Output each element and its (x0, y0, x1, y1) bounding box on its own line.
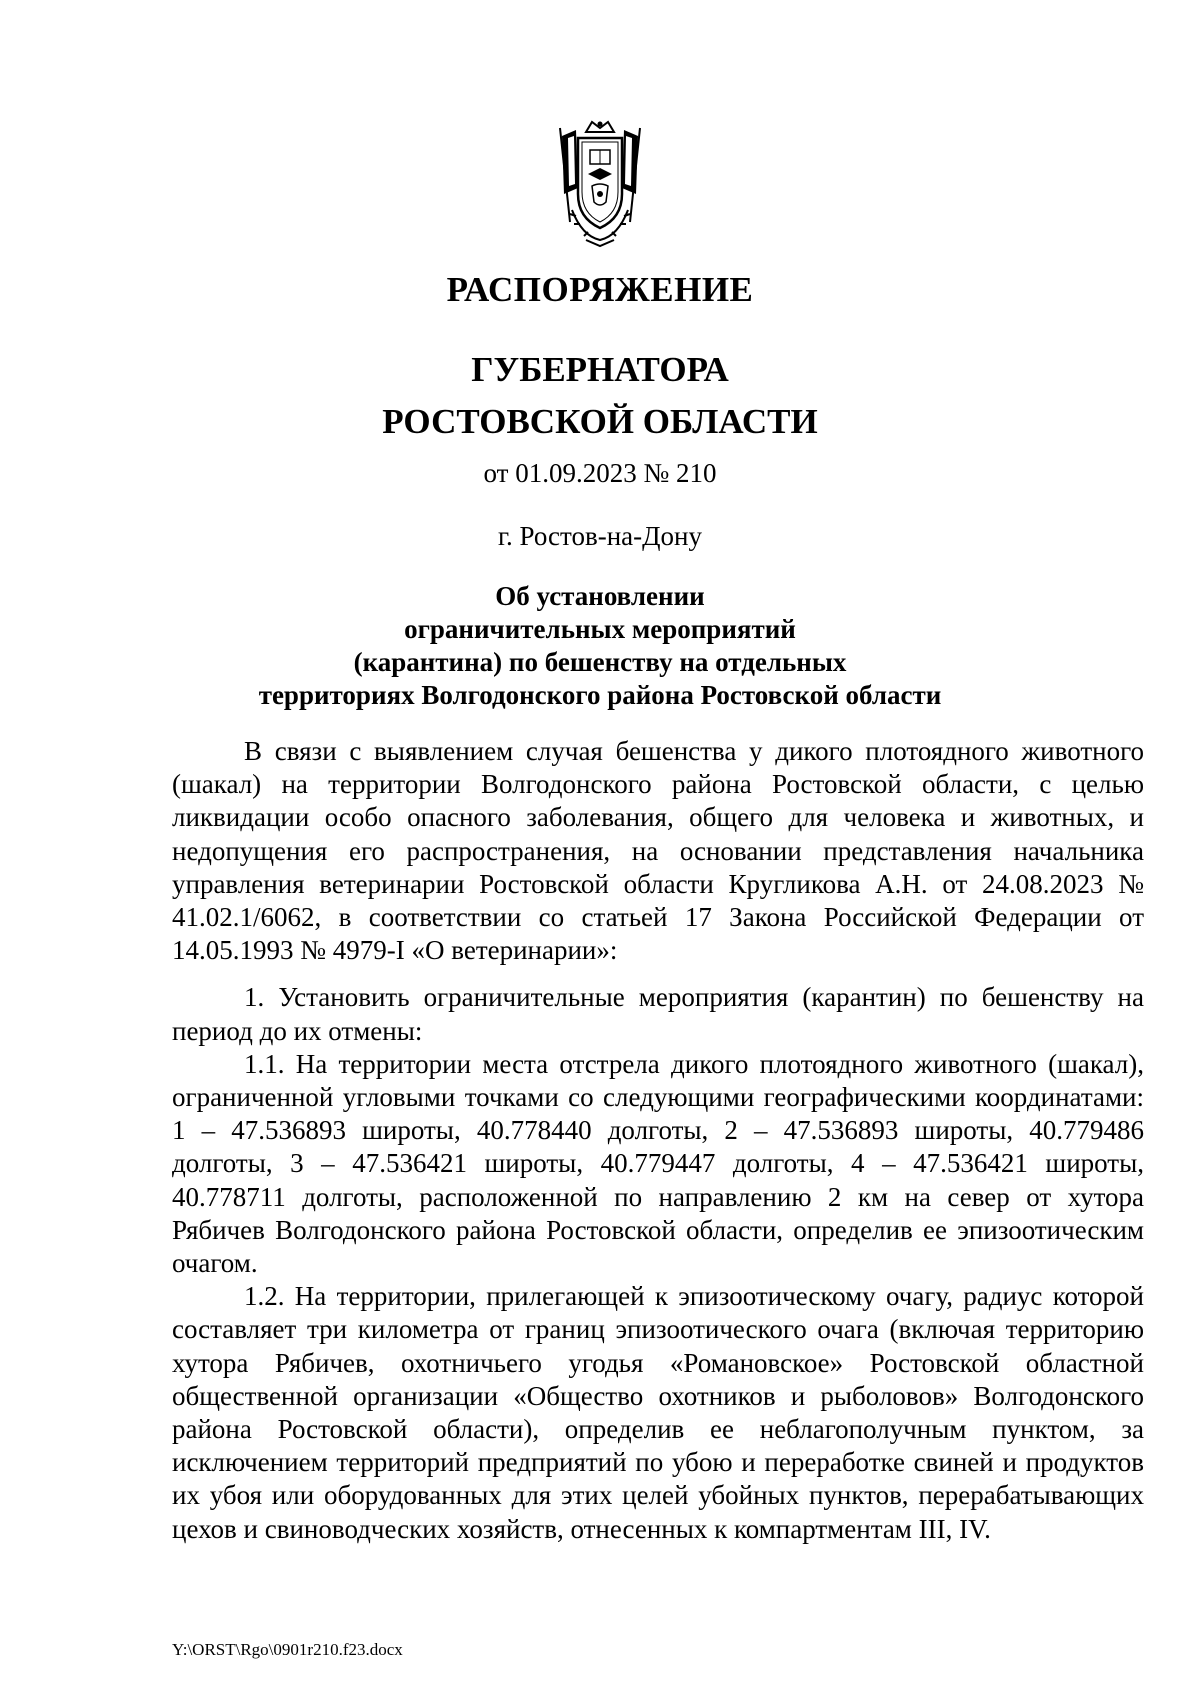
subject-line: (карантина) по бешенству на отдельных (353, 647, 847, 677)
issuer-line-1: ГУБЕРНАТОРА (471, 350, 729, 389)
preamble-paragraph: В связи с выявлением случая бешенства у дикого плотоядного животного (шакал) на территории Волгодонского района Ростовской области, с целью ликвидации особо опасного заболевания, общего для человека и животных, и недопущения его распространения, на основании представления начальника управления ветеринарии Ростовской области Кругликова А.Н. от 24.08.2023 № 41.02.1/6062, в соответствии со статьей 17 Закона Российской Федерации от 14.05.1993 № 4979-I «О ветеринарии»: (172, 736, 1144, 966)
document-body (172, 735, 1144, 1546)
issuer-title (0, 344, 1200, 448)
coat-of-arms-icon (542, 118, 658, 248)
item-1-2-paragraph: 1.2. На территории, прилегающей к эпизоотическому очагу, радиус которой составляет три километра от границ эпизоотического очага (включая территорию хутора Рябичев, охотничьего угодья «Романовское» Ростовской областной общественной организации «Общество охотников и рыболовов» Волгодонского района Ростовской области), определив ее неблагополучным пунктом, за исключением территорий предприятий по убою и переработке свиней и продуктов их убоя или оборудованных для этих целей убойных пунктов, перерабатывающих цехов и свиноводческих хозяйств, отнесенных к компартментам III, IV. (172, 1281, 1144, 1544)
document-type-title: РАСПОРЯЖЕНИЕ (446, 270, 754, 309)
subject-line: ограничительных мероприятий (404, 614, 796, 644)
document-date-number: от 01.09.2023 № 210 (483, 458, 717, 488)
file-path-footer: Y:\ORST\Rgo\0901r210.f23.docx (172, 1640, 403, 1659)
issuer-line-2: РОСТОВСКОЙ ОБЛАСТИ (382, 402, 818, 441)
item-1-paragraph: 1. Установить ограничительные мероприятия (карантин) по бешенству на период до их отмены: (172, 982, 1144, 1046)
item-1-1-paragraph: 1.1. На территории места отстрела дикого плотоядного животного (шакал), ограниченной угловыми точками со следующими географическими координатами: 1 – 47.536893 широты, 40.778440 долготы, 2 – 47.536893 широты, 40.779486 долготы, 3 – 47.536421 широты, 40.779447 долготы, 4 – 47.536421 широты, 40.778711 долготы, расположенной по направлению 2 км на север от хутора Рябичев Волгодонского района Ростовской области, определив ее эпизоотическим очагом. (172, 1048, 1144, 1279)
subject-line: Об установлении (495, 581, 705, 611)
subject-line: территориях Волгодонского района Ростовской области (258, 680, 942, 710)
document-subject (0, 580, 1200, 712)
paragraph-gap (172, 967, 1144, 981)
document-city: г. Ростов-на-Дону (497, 521, 702, 551)
